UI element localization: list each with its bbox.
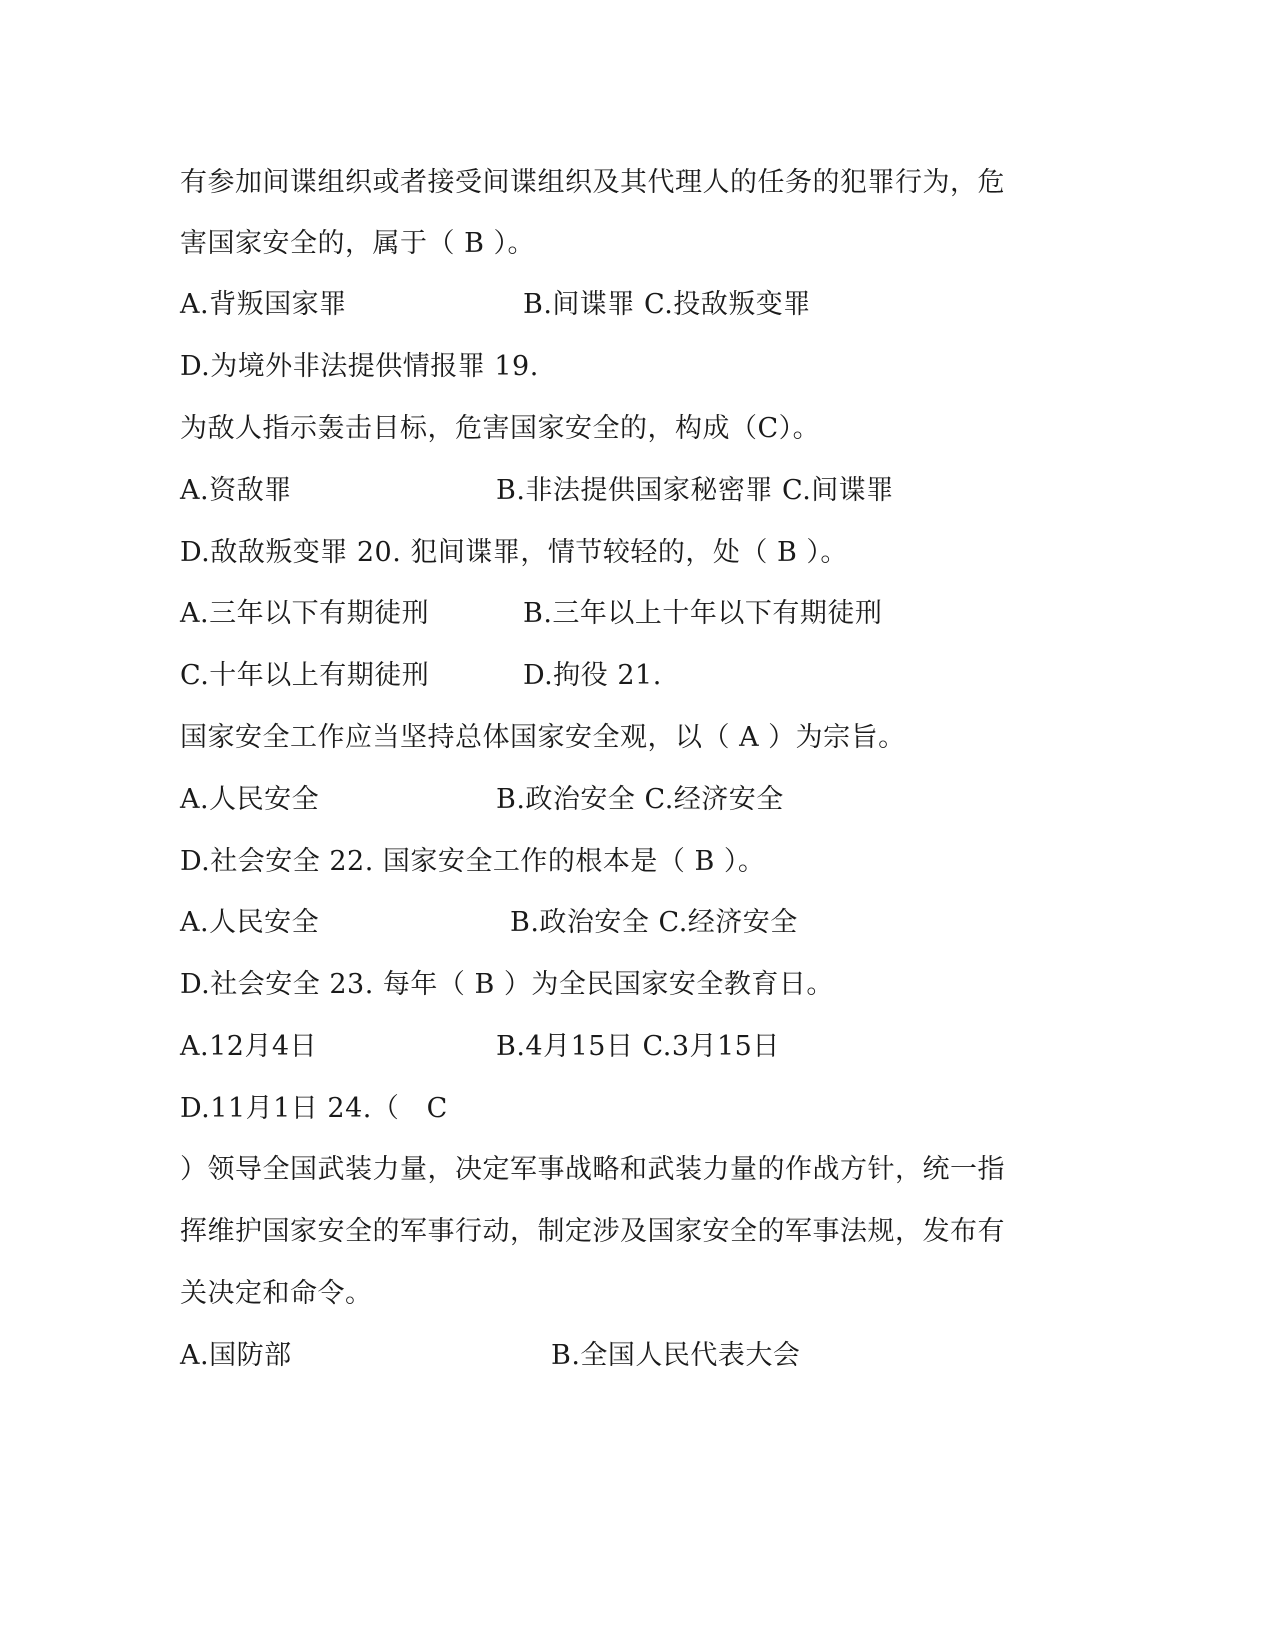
question-20-option-c: C.十年以上有期徒刑: [180, 660, 430, 691]
question-23-option-a: A.12月4日: [180, 1031, 318, 1062]
question-24-stem-line-1: ）领导全国武装力量，决定军事战略和武装力量的作战方针，统一指: [180, 1154, 1005, 1185]
question-18-options-b-c: B.间谍罪 C.投敌叛变罪: [523, 289, 811, 320]
question-19-stem: 为敌人指示轰击目标，危害国家安全的，构成（C）。: [180, 413, 821, 444]
question-24-option-a: A.国防部: [180, 1340, 292, 1371]
question-21-option-a: A.人民安全: [180, 784, 320, 815]
question-22-option-a: A.人民安全: [180, 907, 320, 938]
question-24-stem-line-2: 挥维护国家安全的军事行动，制定涉及国家安全的军事法规，发布有: [180, 1216, 1005, 1247]
question-20-option-d: D.拘役 21.: [523, 660, 662, 691]
question-18-option-a: A.背叛国家罪: [180, 289, 347, 320]
question-19-option-a: A.资敌罪: [180, 475, 292, 506]
question-20-option-a: A.三年以下有期徒刑: [180, 598, 430, 629]
question-23-options-b-c: B.4月15日 C.3月15日: [496, 1031, 780, 1062]
question-20-option-b: B.三年以上十年以下有期徒刑: [523, 598, 883, 629]
question-18-stem-line-1: 有参加间谍组织或者接受间谍组织及其代理人的任务的犯罪行为，危: [180, 167, 1005, 198]
question-24-option-b: B.全国人民代表大会: [551, 1340, 801, 1371]
question-18-stem-line-2: 害国家安全的，属于（ B ）。: [180, 228, 536, 259]
question-24-stem-line-3: 关决定和命令。: [180, 1278, 373, 1309]
question-19-options-b-c: B.非法提供国家秘密罪 C.间谍罪: [496, 475, 894, 506]
question-21-stem: 国家安全工作应当坚持总体国家安全观，以（ A ）为宗旨。: [180, 722, 906, 753]
question-22-options-b-c: B.政治安全 C.经济安全: [510, 907, 798, 938]
question-23-stem: D.社会安全 23. 每年（ B ）为全民国家安全教育日。: [180, 969, 834, 1000]
question-18-option-d: D.为境外非法提供情报罪 19.: [180, 351, 539, 382]
question-22-stem: D.社会安全 22. 国家安全工作的根本是（ B ）。: [180, 846, 766, 877]
question-24-lead: D.11月1日 24.（ C: [180, 1093, 448, 1124]
question-21-options-b-c: B.政治安全 C.经济安全: [496, 784, 784, 815]
question-20-stem: D.敌敌叛变罪 20. 犯间谍罪，情节较轻的，处（ B ）。: [180, 537, 848, 568]
